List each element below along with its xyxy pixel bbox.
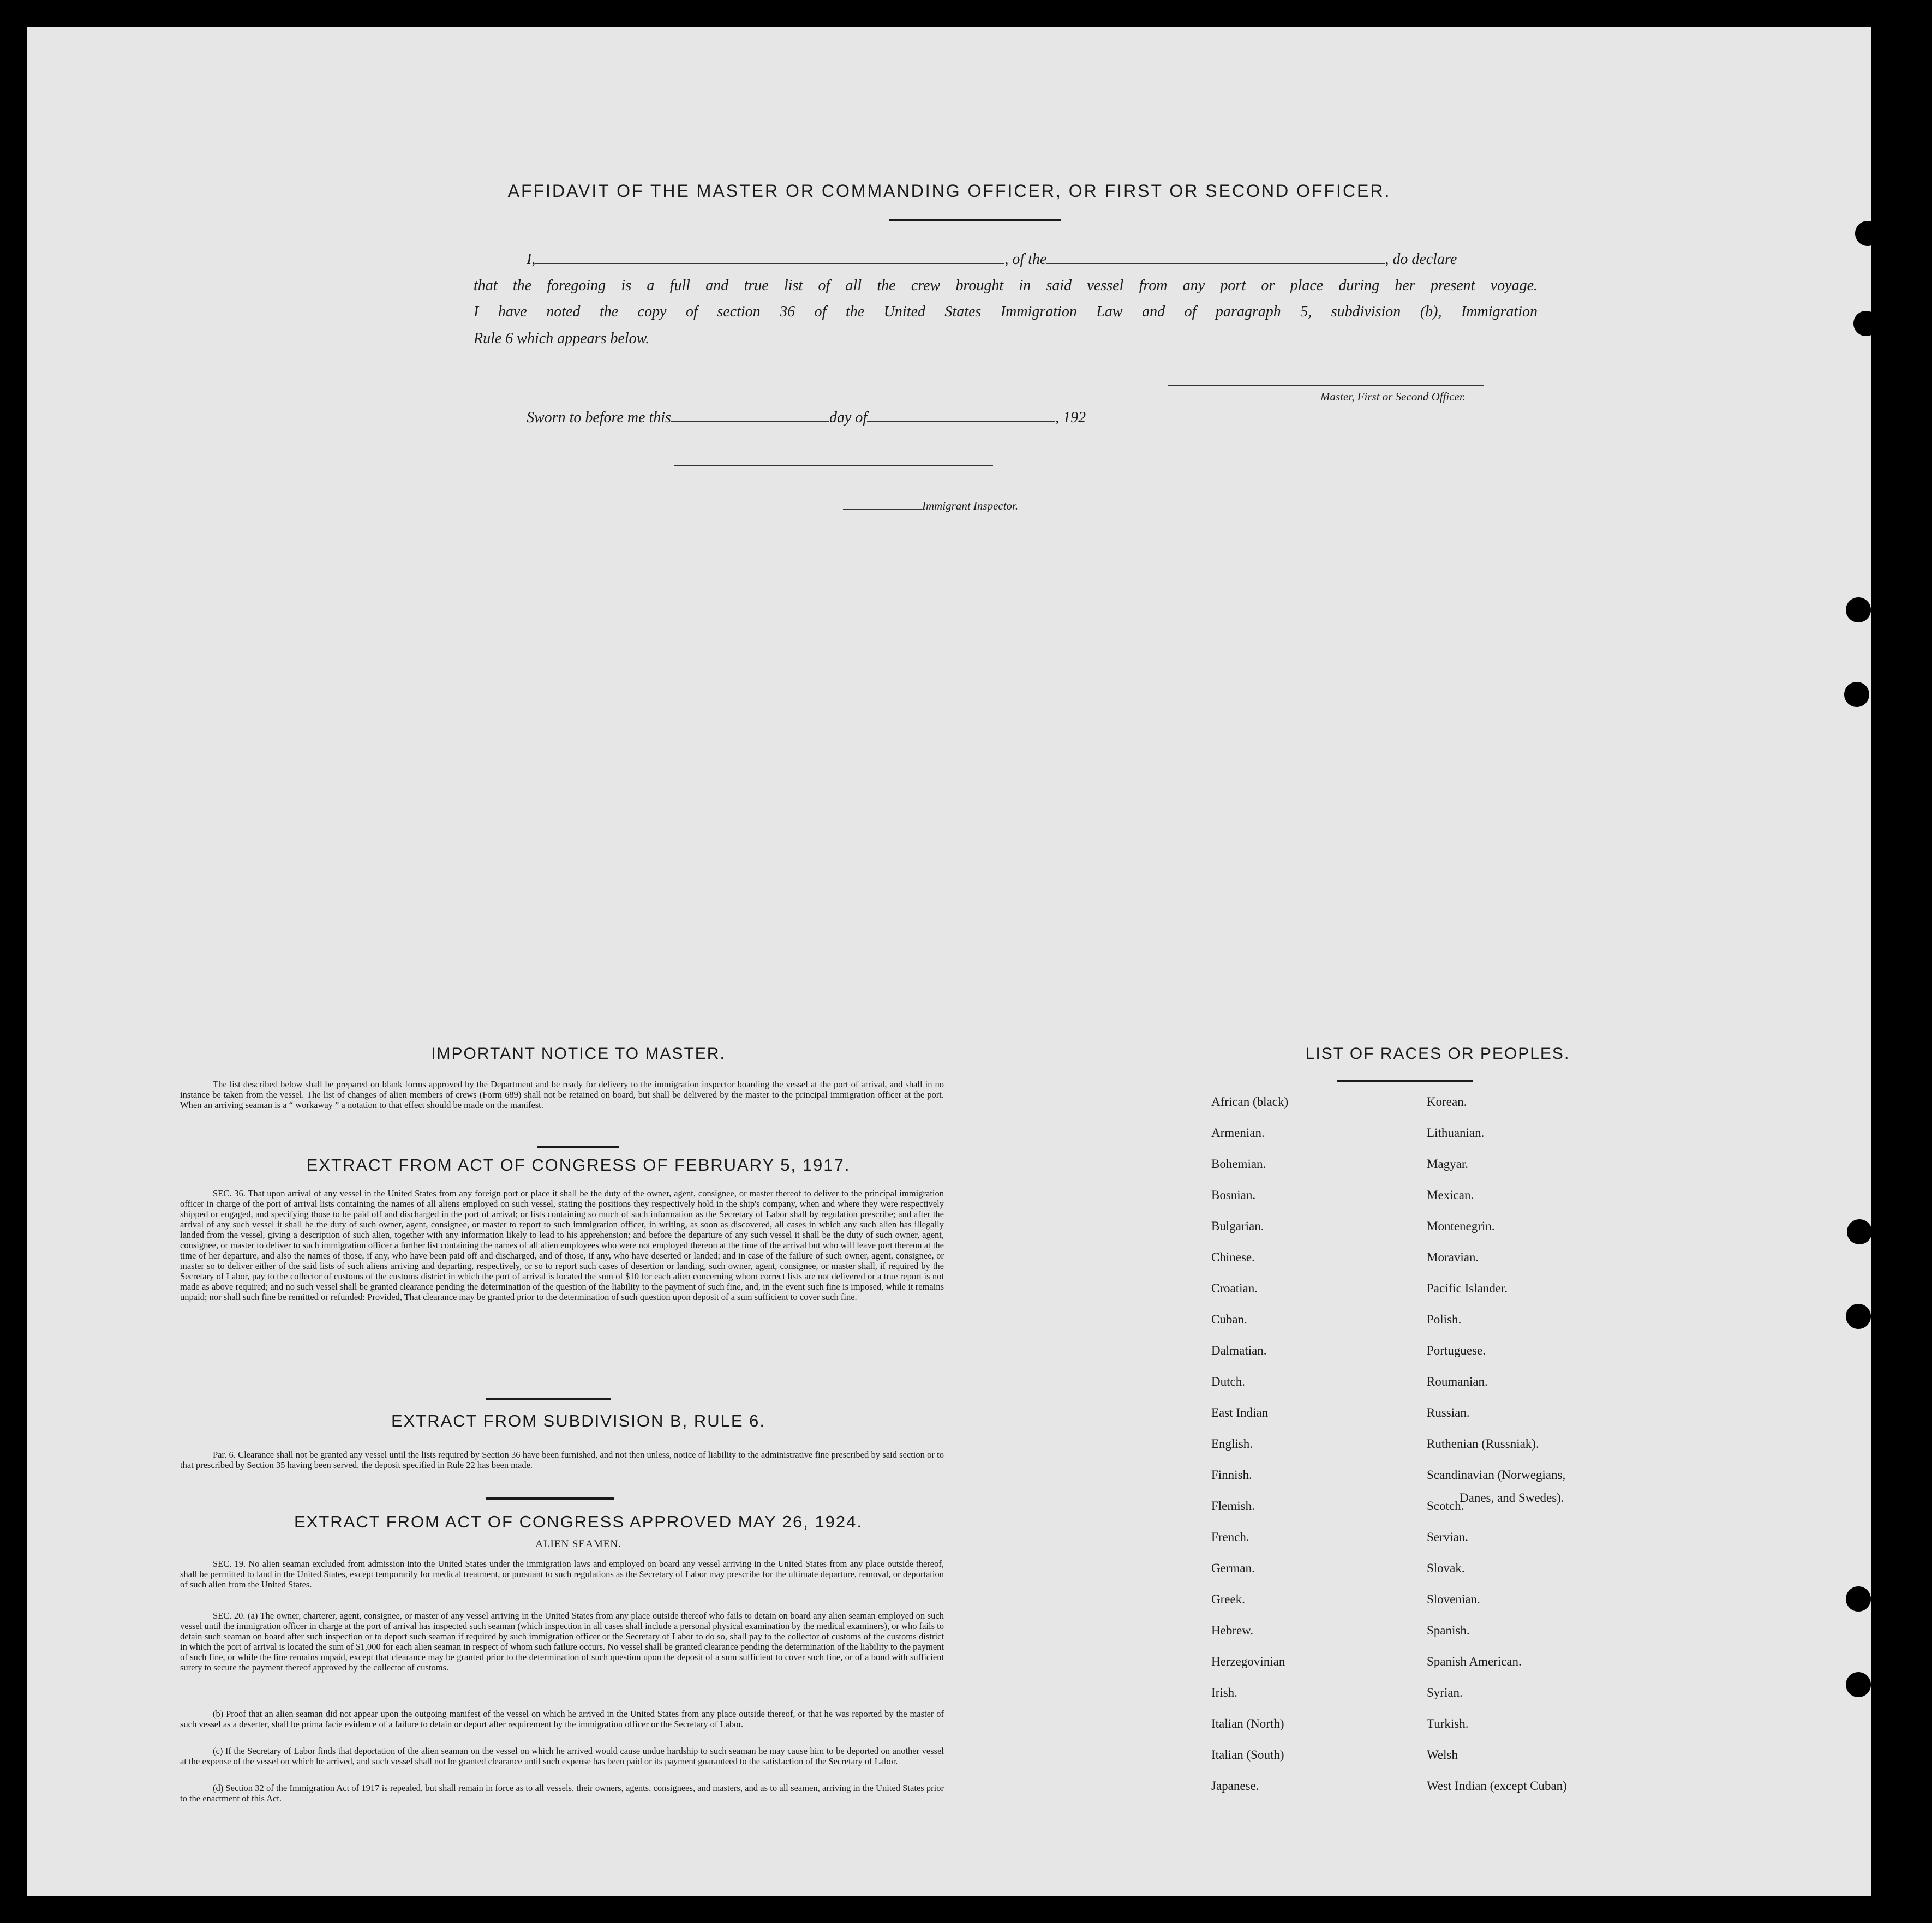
race-item: Dalmatian. — [1211, 1344, 1267, 1357]
affidavit-line1 — [527, 251, 1457, 268]
binder-hole — [1846, 597, 1871, 622]
affidavit-title: AFFIDAVIT OF THE MASTER OR COMMANDING OFFICER, OR FIRST OR SECOND OFFICER. — [507, 181, 1391, 201]
race-item: Roumanian. — [1427, 1375, 1488, 1388]
race-item: Pacific Islander. — [1427, 1281, 1508, 1295]
race-item: Spanish American. — [1427, 1655, 1522, 1668]
race-item: Dutch. — [1211, 1375, 1245, 1388]
sec20b-body: (b) Proof that an alien seaman did not appear upon the outgoing manifest of the vessel on which he arrived in the United States from any place outside thereof, or that he was reported by the master of such vessel as a deserter, shall be prima facie evidence of a failure to detain or deport after requirement by the immigration officer or the Secretary of Labor. — [180, 1709, 944, 1729]
race-item: Scotch. — [1427, 1499, 1464, 1513]
race-item: Finnish. — [1211, 1468, 1252, 1482]
race-item: Herzegovinian — [1211, 1655, 1285, 1668]
race-item: Mexican. — [1427, 1188, 1474, 1202]
binder-hole — [1846, 1672, 1871, 1697]
section-rule — [486, 1497, 614, 1500]
inspector-caption-row — [843, 499, 1018, 513]
race-item: Korean. — [1427, 1095, 1467, 1109]
inspector-signature-line[interactable] — [674, 465, 993, 466]
notice-title: IMPORTANT NOTICE TO MASTER. — [431, 1045, 726, 1063]
race-item: Croatian. — [1211, 1281, 1258, 1295]
section-rule — [486, 1398, 611, 1400]
race-item: Russian. — [1427, 1406, 1470, 1419]
race-item: Moravian. — [1427, 1250, 1479, 1264]
inspector-caption: Immigrant Inspector. — [922, 499, 1019, 512]
race-item: Syrian. — [1427, 1686, 1463, 1699]
races-left-column — [1211, 1094, 1288, 1809]
month-blank-field[interactable] — [867, 421, 1055, 422]
race-item: West Indian (except Cuban) — [1427, 1779, 1567, 1793]
affidavit-line3: I have noted the copy of section 36 of the United States Immigration Law and of paragraph 5, subdivision (b), Immigration — [474, 303, 1538, 320]
binder-hole — [1847, 1219, 1872, 1244]
vessel-blank-field[interactable] — [1046, 263, 1385, 264]
race-item: Portuguese. — [1427, 1344, 1486, 1357]
affidavit-line4: Rule 6 which appears below. — [474, 330, 650, 347]
affidavit-declare-label: , do declare — [1385, 251, 1457, 268]
race-item: Montenegrin. — [1427, 1219, 1495, 1233]
race-item: Slovenian. — [1427, 1592, 1480, 1606]
race-item: East Indian — [1211, 1406, 1269, 1419]
alien-seamen-subtitle: ALIEN SEAMEN. — [535, 1538, 621, 1550]
affidavit-of-the-label: , of the — [1004, 251, 1047, 268]
sworn-line — [527, 409, 1086, 427]
race-item: Italian (South) — [1211, 1748, 1284, 1762]
rule6-title: EXTRACT FROM SUBDIVISION B, RULE 6. — [391, 1411, 766, 1430]
race-item: Polish. — [1427, 1313, 1462, 1326]
race-item: Irish. — [1211, 1686, 1237, 1699]
race-item: African (black) — [1211, 1095, 1289, 1109]
sworn-year-label: , 192 — [1055, 409, 1086, 426]
signature-caption: Master, First or Second Officer. — [1320, 390, 1466, 403]
race-item: Cuban. — [1211, 1313, 1247, 1326]
name-blank-field[interactable] — [535, 263, 1004, 264]
sec20c-body: (c) If the Secretary of Labor finds that deportation of the alien seaman on the vessel on which he arrived would cause undue hardship to such seaman he may cause him to be deported on another vessel at the expense of the vessel on which he arrived, and such vessel shall not be granted clearance until such expense has been paid or its payment guaranteed to the satisfaction of the Secretary of Labor. — [180, 1746, 944, 1766]
title-rule — [889, 219, 1061, 221]
race-item: Italian (North) — [1211, 1717, 1284, 1730]
race-item: Ruthenian (Russniak). — [1427, 1437, 1539, 1451]
race-item: Turkish. — [1427, 1717, 1469, 1730]
races-title: LIST OF RACES OR PEOPLES. — [1305, 1045, 1570, 1063]
race-item: Servian. — [1427, 1530, 1469, 1544]
extract-1924-title: EXTRACT FROM ACT OF CONGRESS APPROVED MAY 26, 1924. — [294, 1512, 863, 1531]
binder-hole — [1846, 1586, 1871, 1612]
race-item: Welsh — [1427, 1748, 1458, 1762]
sworn-day-label: day of — [829, 409, 868, 426]
extract-1917-title: EXTRACT FROM ACT OF CONGRESS OF FEBRUARY 5, 1917. — [306, 1155, 851, 1175]
sec19-body: SEC. 19. No alien seaman excluded from admission into the United States under the immigration laws and employed on board any vessel arriving in the United States from any place outside thereof, shall be permitted to land in the United States, except temporarily for medical treatment, or pursuant to such regulations as the Secretary of Labor may prescribe for the ultimate departure, removal, or deportation of such alien from the United States. — [180, 1559, 944, 1590]
sworn-prefix: Sworn to before me this — [527, 409, 671, 426]
race-item: Bosnian. — [1211, 1188, 1256, 1202]
race-item: Lithuanian. — [1427, 1126, 1485, 1140]
race-item: French. — [1211, 1530, 1249, 1544]
binder-hole — [1846, 1304, 1871, 1329]
race-item: Greek. — [1211, 1592, 1245, 1606]
race-item: Bulgarian. — [1211, 1219, 1264, 1233]
inspector-blank-field[interactable] — [843, 509, 922, 510]
races-title-rule — [1337, 1080, 1473, 1082]
affidavit-i-label: I, — [527, 251, 536, 268]
race-item-continuation: Danes, and Swedes). — [1460, 1491, 1564, 1505]
race-item: Flemish. — [1211, 1499, 1255, 1513]
binder-hole — [1844, 682, 1869, 707]
affidavit-line2: that the foregoing is a full and true list of all the crew brought in said vessel from any port or place during her present voyage. — [474, 277, 1538, 294]
day-blank-field[interactable] — [671, 421, 829, 422]
races-right-column — [1427, 1094, 1567, 1809]
race-item: English. — [1211, 1437, 1253, 1451]
race-item: German. — [1211, 1561, 1255, 1575]
race-item: Magyar. — [1427, 1157, 1469, 1171]
race-item: Armenian. — [1211, 1126, 1265, 1140]
race-item: Japanese. — [1211, 1779, 1259, 1793]
binder-hole — [1853, 311, 1879, 336]
section-rule — [537, 1146, 619, 1148]
binder-hole — [1855, 221, 1880, 246]
race-item: Bohemian. — [1211, 1157, 1266, 1171]
notice-body: The list described below shall be prepared on blank forms approved by the Department and be ready for delivery to the immigration inspector boarding the vessel at the port of arrival, and shall in no instance be taken from the vessel. The list of changes of alien members of crews (Form 689) shall not be retained on board, but shall be delivered by the master to the principal immigration officer at the port. When an arriving seaman is a “ workaway ” a notation to that effect should be made on the manifest. — [180, 1079, 944, 1110]
document-sheet — [27, 27, 1871, 1896]
sec20a-body: SEC. 20. (a) The owner, charterer, agent, consignee, or master of any vessel arriving in the United States from any place outside thereof who fails to detain on board any alien seaman employed on such vessel until the immigration officer in charge at the port of arrival has inspected such seaman (which inspection in all cases shall include a personal physical examination by the medical examiners), or who fails to detain such seaman on board after such inspection or to deport such seaman if required by such immigration officer or the Secretary of Labor to do so, shall pay to the collector of customs of the customs district in which the port of arrival is located the sum of $1,000 for each alien seaman in respect of whom such failure occurs. No vessel shall be granted clearance pending the determination of the liability to the payment of such fine, or while the fine remains unpaid, except that clearance may be granted prior to the determination of such question upon the deposit of a sum sufficient to cover such fine, or of a bond with sufficient surety to secure the payment thereof approved by the collector of customs. — [180, 1610, 944, 1673]
rule6-body: Par. 6. Clearance shall not be granted any vessel until the lists required by Section 36 have been furnished, and not then unless, notice of liability to the administrative fine prescribed by said section or to that prescribed by Section 35 having been served, the deposit specified in Rule 22 has been made. — [180, 1449, 944, 1470]
race-item: Hebrew. — [1211, 1624, 1254, 1637]
signature-line[interactable] — [1168, 385, 1484, 386]
race-item: Chinese. — [1211, 1250, 1255, 1264]
extract-1917-body: SEC. 36. That upon arrival of any vessel in the United States from any foreign port or place it shall be the duty of the owner, agent, consignee, or master thereof to deliver to the principal immigration officer in charge of the port of arrival lists containing the names of all aliens employed on such vessel, stating the positions they respectively hold in the ship's company, when and where they were respectively shipped or engaged, and specifying those to be paid off and discharged in the port of arrival; or lists containing so much of such information as the Secretary of Labor shall by regulation prescribe; and after the arrival of any such vessel it shall be the duty of such owner, agent, consignee, or master to report to such immigration officer, in writing, as soon as discovered, all cases in which any such alien has illegally landed from the vessel, giving a description of such alien, together with any information likely to lead to his apprehension; and before the departure of any such vessel it shall be the duty of such owner, agent, consignee, or master to deliver to such immigration officer a further list containing the names of all alien employees who were not employed thereon at the time of the arrival but who will leave port thereon at the time of her departure, and also the names of those, if any, who have been paid off and discharged, and of those, if any, who have deserted or landed; and in case of the failure of such owner, agent, consignee, or master so to deliver either of the said lists of such aliens arriving and departing, respectively, or so to report such cases of desertion or landing, such owner, agent, consignee, or master shall, if required by the Secretary of Labor, pay to the collector of customs of the customs district in which the port of arrival is located the sum of $10 for each alien concerning whom correct lists are not delivered or a true report is not made as above required; and no such vessel shall be granted clearance pending the determination of the question of the liability to the payment of such fine, and, in the event such fine is imposed, while it remains unpaid; nor shall such fine be remitted or refunded: Provided, That clearance may be granted prior to the determination of such question upon deposit of a sum sufficient to cover such fine. — [180, 1188, 944, 1302]
race-item: Slovak. — [1427, 1561, 1465, 1575]
race-item: Scandinavian (Norwegians, — [1427, 1468, 1566, 1482]
sec20d-body: (d) Section 32 of the Immigration Act of 1917 is repealed, but shall remain in force as to all vessels, their owners, agents, consignees, and masters, and as to all seamen, arriving in the United States prior to the enactment of this Act. — [180, 1783, 944, 1804]
race-item: Spanish. — [1427, 1624, 1470, 1637]
